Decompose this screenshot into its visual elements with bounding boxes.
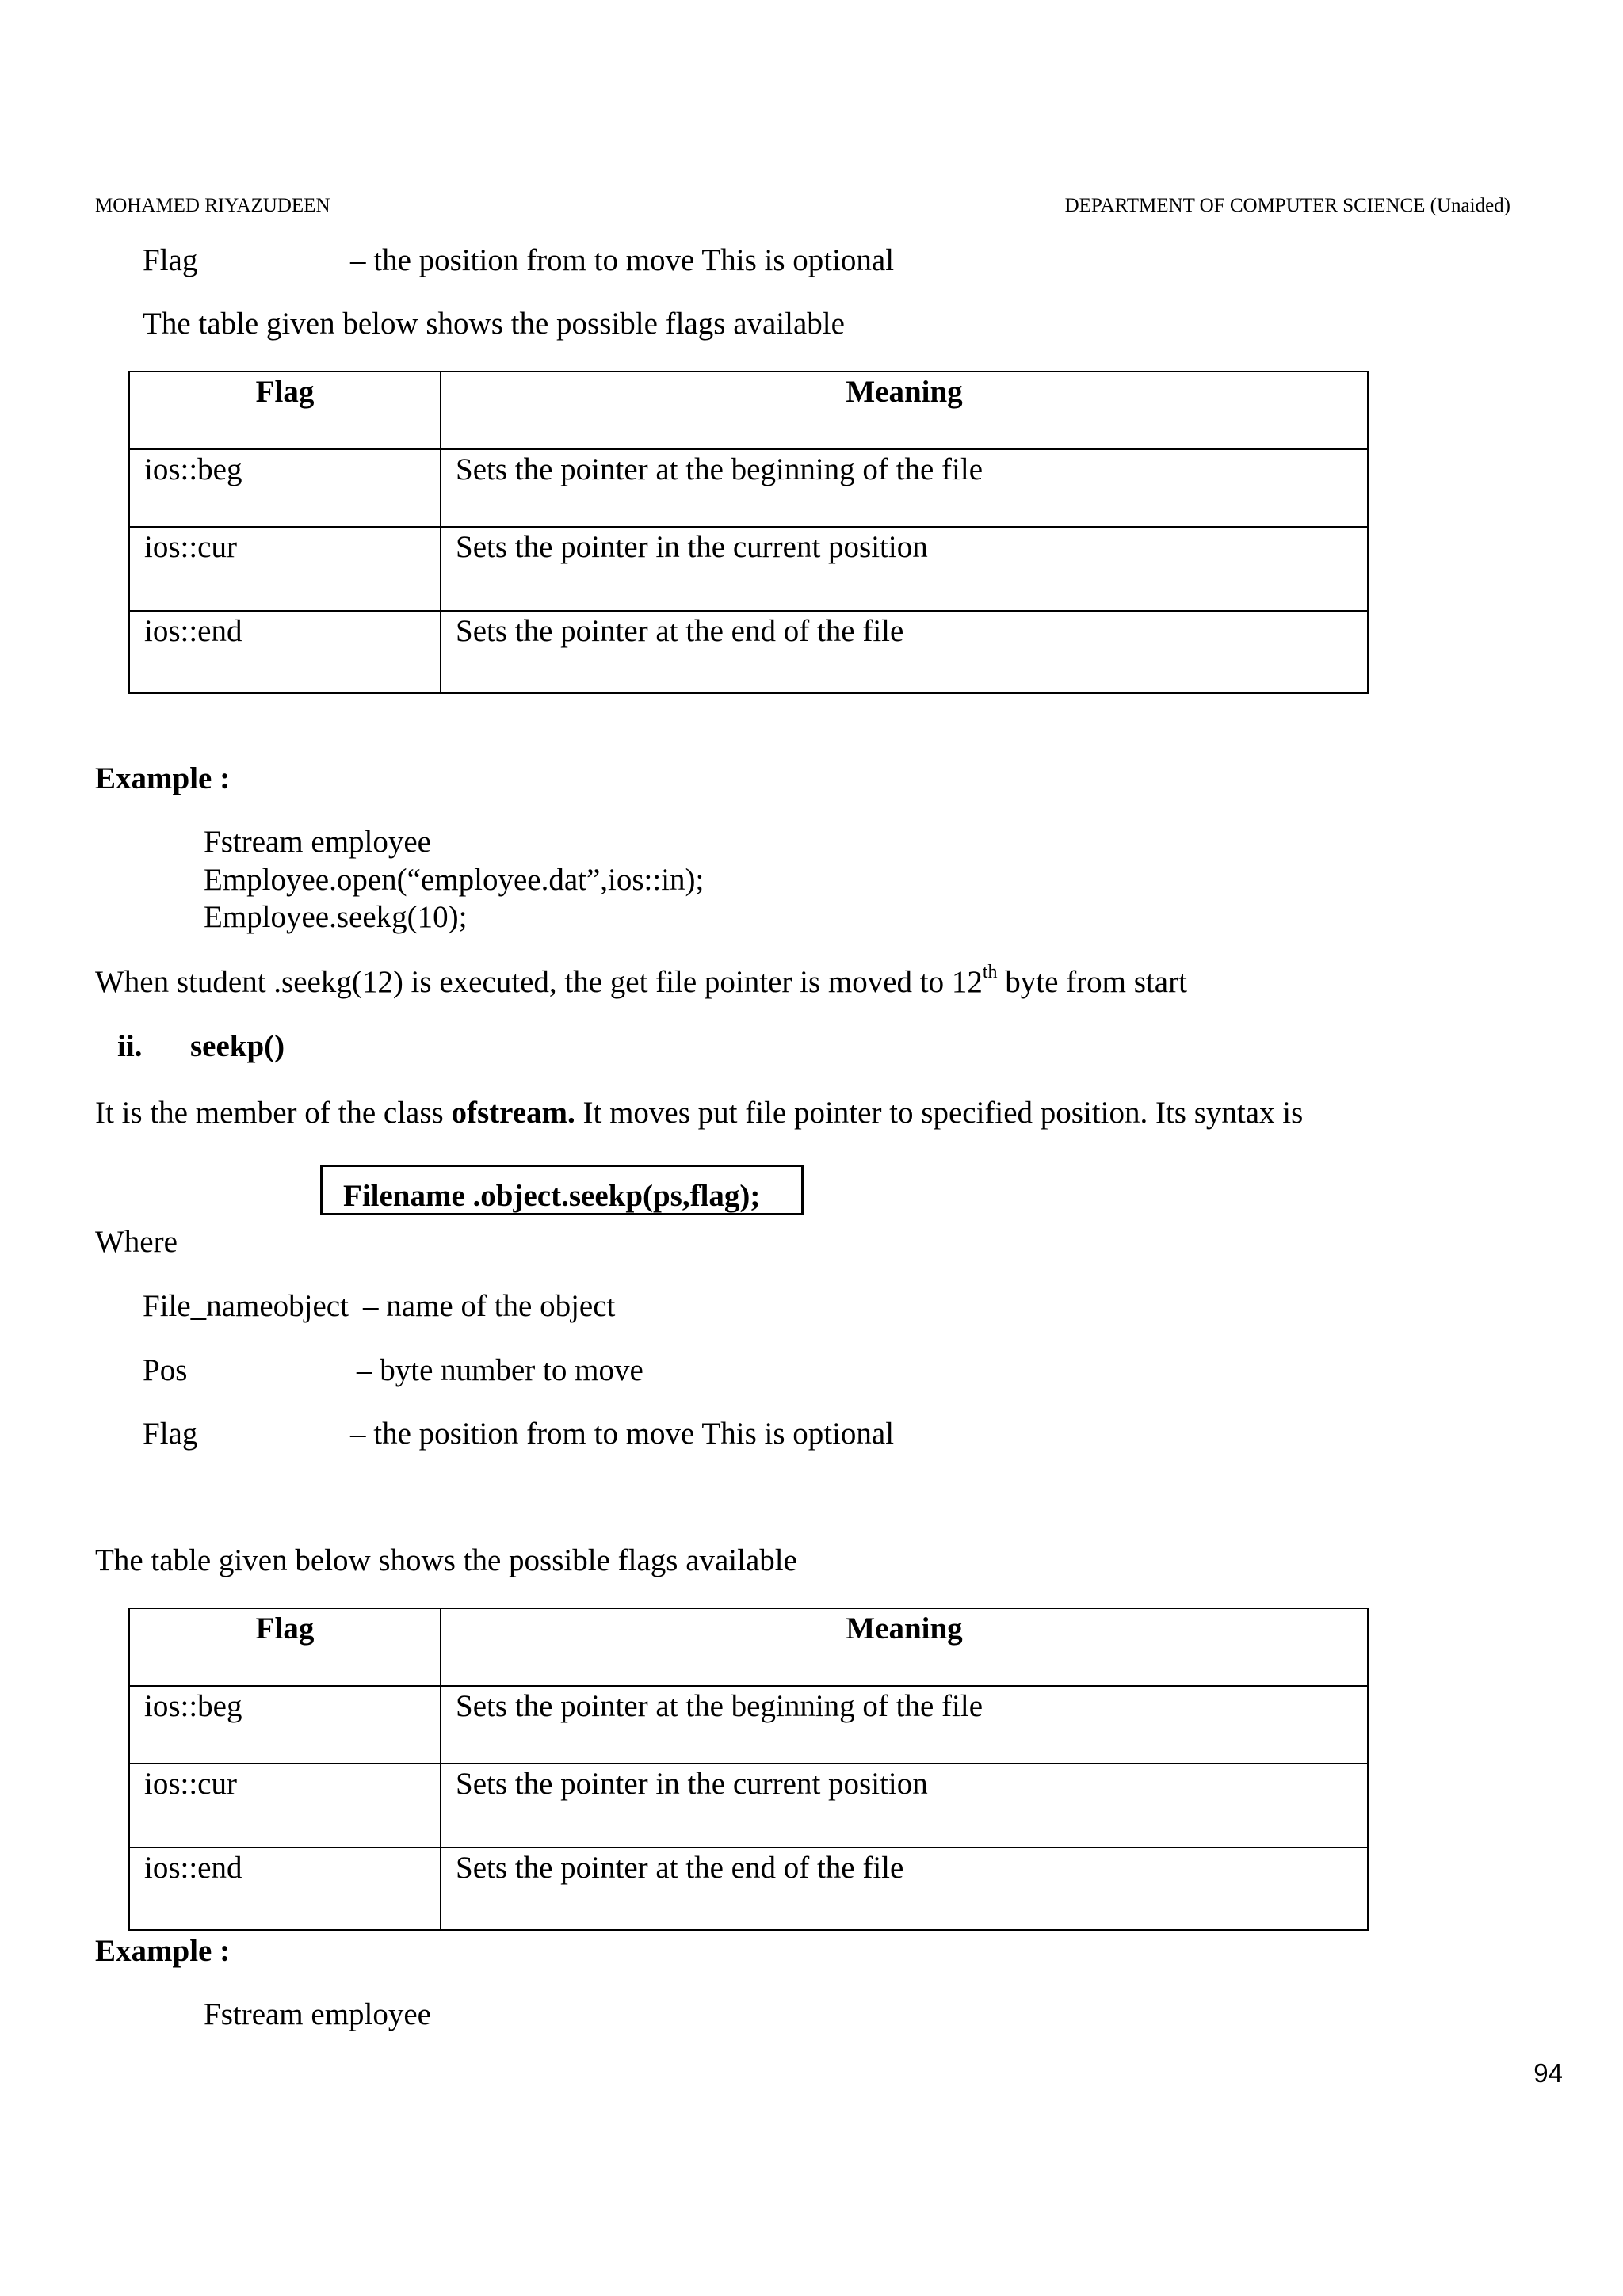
meaning-cell: Sets the pointer at the end of the file — [441, 611, 1368, 693]
meaning-cell: Sets the pointer in the current position — [441, 1764, 1368, 1848]
seekp-desc-after: It moves put file pointer to specified position. Its syntax is — [575, 1096, 1304, 1130]
meaning-cell: Sets the pointer at the beginning of the file — [441, 1686, 1368, 1764]
flags-table-2 — [128, 1608, 1369, 1931]
param-desc: – name of the object — [363, 1289, 616, 1323]
flag-cell: ios::end — [129, 1848, 441, 1930]
flag-term: Flag — [143, 243, 198, 277]
table-row — [129, 1686, 1368, 1764]
param-desc: – byte number to move — [357, 1353, 643, 1387]
header-author: MOHAMED RIYAZUDEEN — [95, 195, 330, 216]
meaning-cell: Sets the pointer at the beginning of the file — [441, 449, 1368, 527]
param-term: Pos — [143, 1353, 188, 1387]
seekg-note — [95, 964, 1187, 1001]
code-line: Fstream employee — [204, 825, 431, 859]
table-intro-1: The table given below shows the possible flags available — [143, 307, 845, 341]
table-header-meaning: Meaning — [441, 1608, 1368, 1686]
seekg-note-before: When student .seekg(12) is executed, the get file pointer is moved to 12 — [95, 965, 983, 999]
code-line: Fstream employee — [204, 1997, 431, 2031]
header-department: DEPARTMENT OF COMPUTER SCIENCE (Unaided) — [1064, 195, 1510, 216]
table-header-flag: Flag — [129, 372, 441, 449]
table-row — [129, 449, 1368, 527]
flag-cell: ios::beg — [129, 1686, 441, 1764]
table-intro-2: The table given below shows the possible flags available — [95, 1543, 797, 1577]
meaning-cell: Sets the pointer at the end of the file — [441, 1848, 1368, 1930]
seekp-desc-before: It is the member of the class — [95, 1096, 452, 1130]
table-row — [129, 1764, 1368, 1848]
section-numeral: ii. — [117, 1029, 143, 1063]
table-header-row — [129, 1608, 1368, 1686]
seekg-note-after: byte from start — [997, 965, 1187, 999]
example-heading-1: Example : — [95, 761, 231, 795]
where-label: Where — [95, 1225, 178, 1259]
flag-cell: ios::end — [129, 611, 441, 693]
section-title: seekp() — [190, 1029, 285, 1063]
table-header-flag: Flag — [129, 1608, 441, 1686]
seekp-desc-bold: ofstream. — [451, 1096, 575, 1130]
example-heading-2: Example : — [95, 1934, 231, 1968]
param-term: Flag — [143, 1417, 198, 1451]
code-line: Employee.seekg(10); — [204, 900, 468, 934]
flags-table-1 — [128, 371, 1369, 694]
flag-description: – the position from to move This is optional — [350, 243, 895, 277]
page-number: 94 — [1533, 2058, 1563, 2088]
syntax-text: Filename .object.seekp(ps,flag); — [343, 1179, 761, 1213]
meaning-cell: Sets the pointer in the current position — [441, 527, 1368, 611]
table-row — [129, 611, 1368, 693]
seekg-note-sup: th — [982, 962, 998, 982]
table-row — [129, 1848, 1368, 1930]
table-header-row — [129, 372, 1368, 449]
flag-cell: ios::cur — [129, 1764, 441, 1848]
flag-cell: ios::beg — [129, 449, 441, 527]
table-header-meaning: Meaning — [441, 372, 1368, 449]
code-line: Employee.open(“employee.dat”,ios::in); — [204, 863, 705, 897]
syntax-box — [320, 1165, 804, 1215]
table-row — [129, 527, 1368, 611]
seekp-description — [95, 1095, 1303, 1132]
param-term: File_nameobject — [143, 1289, 349, 1323]
param-desc: – the position from to move This is optional — [350, 1417, 895, 1451]
flag-cell: ios::cur — [129, 527, 441, 611]
